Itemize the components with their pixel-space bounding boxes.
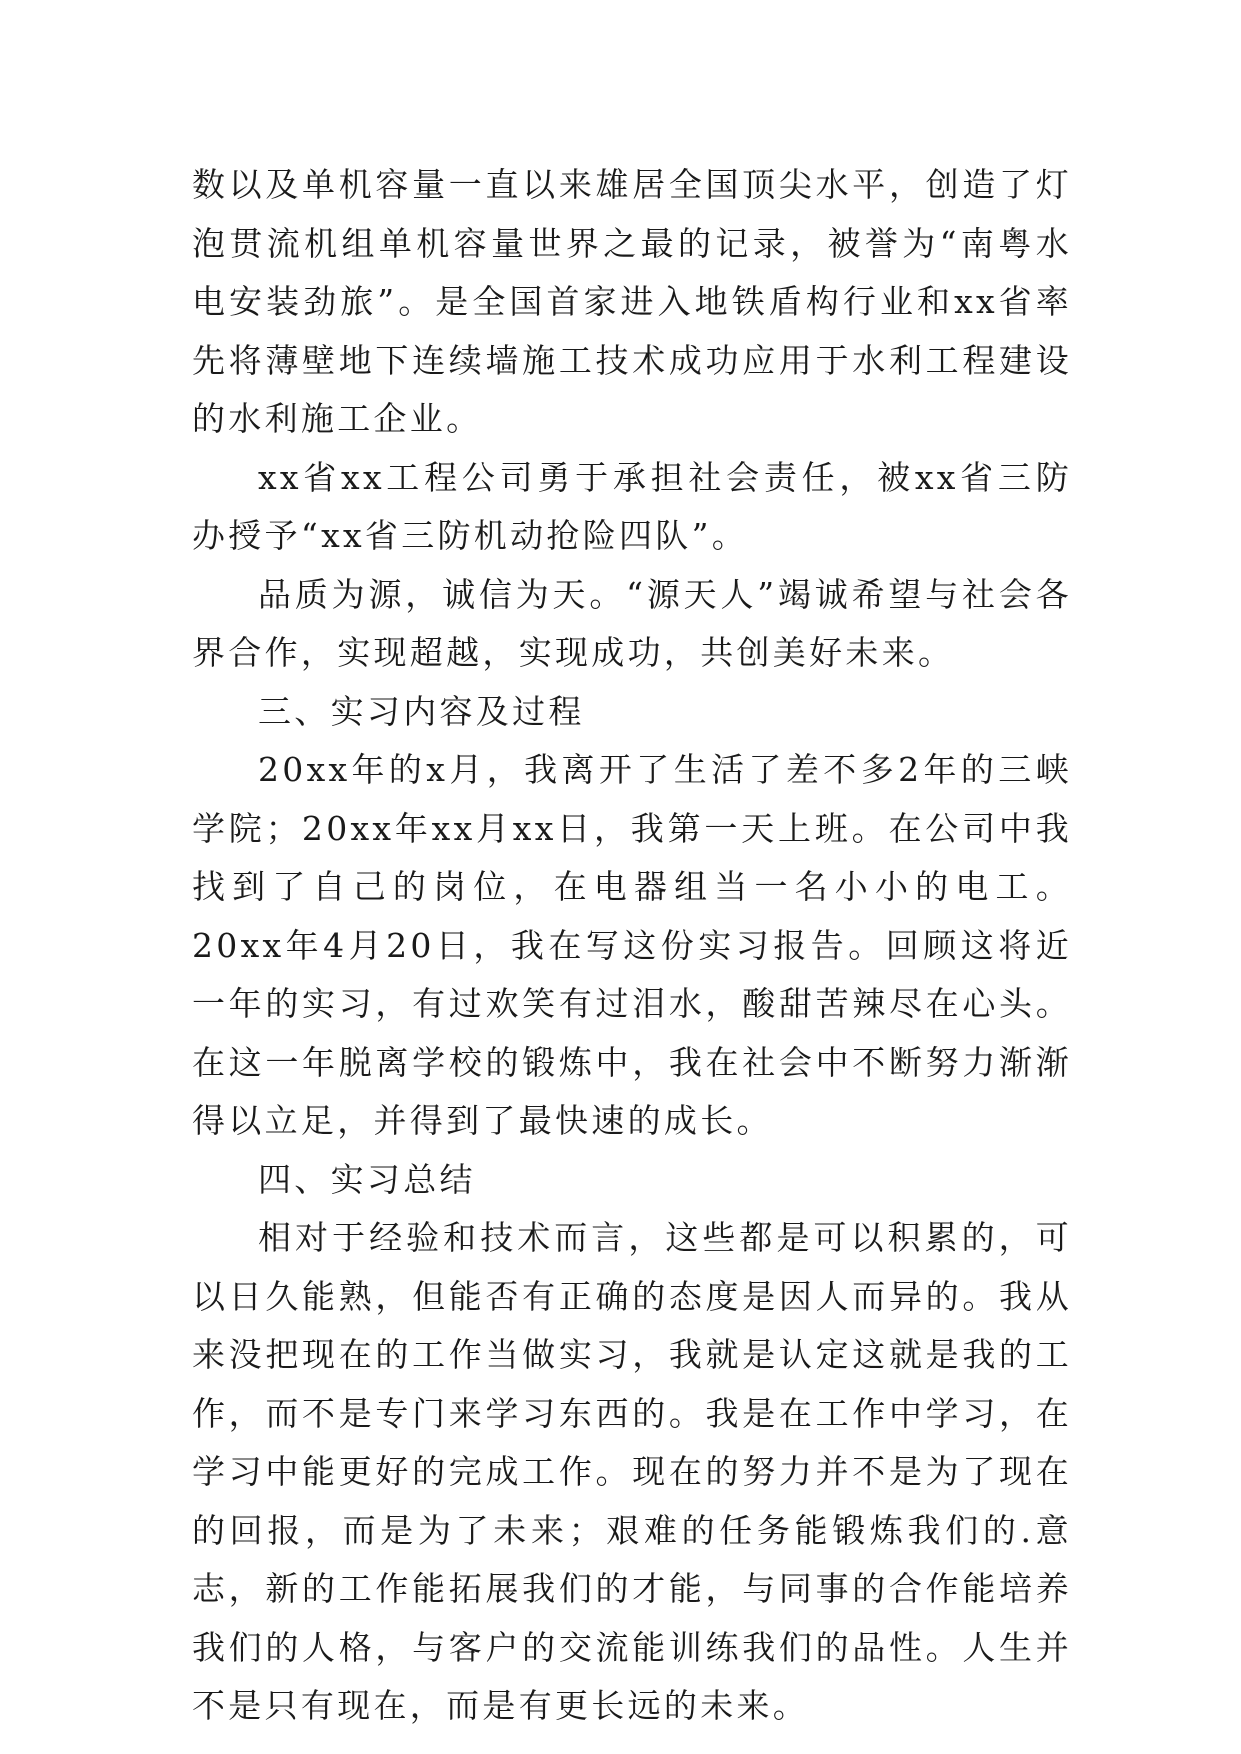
section-heading-internship-summary: 四、实习总结 xyxy=(258,1159,476,1199)
section-heading-internship-content: 三、实习内容及过程 xyxy=(258,691,585,731)
paragraph-company-achievements: 数以及单机容量一直以来雄居全国顶尖水平，创造了灯泡贯流机组单机容量世界之最的记录，被誉为“南粤水电安装劲旅”。是全国首家进入地铁盾构行业和xx省率先将薄壁地下连续墙施工技术成功应用于水利工程建设的水利施工企业。 xyxy=(192,165,1072,438)
paragraph-company-motto: 品质为源，诚信为天。“源天人”竭诚希望与社会各界合作，实现超越，实现成功，共创美好未来。 xyxy=(192,574,1072,672)
paragraph-internship-process: 20xx年的x月，我离开了生活了差不多2年的三峡学院；20xx年xx月xx日，我第一天上班。在公司中我找到了自己的岗位，在电器组当一名小小的电工。20xx年4月20日，我在写这份实习报告。回顾这将近一年的实习，有过欢笑有过泪水，酸甜苦辣尽在心头。在这一年脱离学校的锻炼中，我在社会中不断努力渐渐得以立足，并得到了最快速的成长。 xyxy=(192,750,1072,1140)
paragraph-internship-reflection: 相对于经验和技术而言，这些都是可以积累的，可以日久能熟，但能否有正确的态度是因人而异的。我从来没把现在的工作当做实习，我就是认定这就是我的工作，而不是专门来学习东西的。我是在工作中学习，在学习中能更好的完成工作。现在的努力并不是为了现在的回报，而是为了未来；艰难的任务能锻炼我们的.意志，新的工作能拓展我们的才能，与同事的合作能培养我们的人格，与客户的交流能训练我们的品性。人生并不是只有现在，而是有更长远的未来。 xyxy=(192,1218,1072,1725)
paragraph-social-responsibility: xx省xx工程公司勇于承担社会责任，被xx省三防办授予“xx省三防机动抢险四队”。 xyxy=(192,457,1072,555)
document-body xyxy=(192,156,1072,1736)
